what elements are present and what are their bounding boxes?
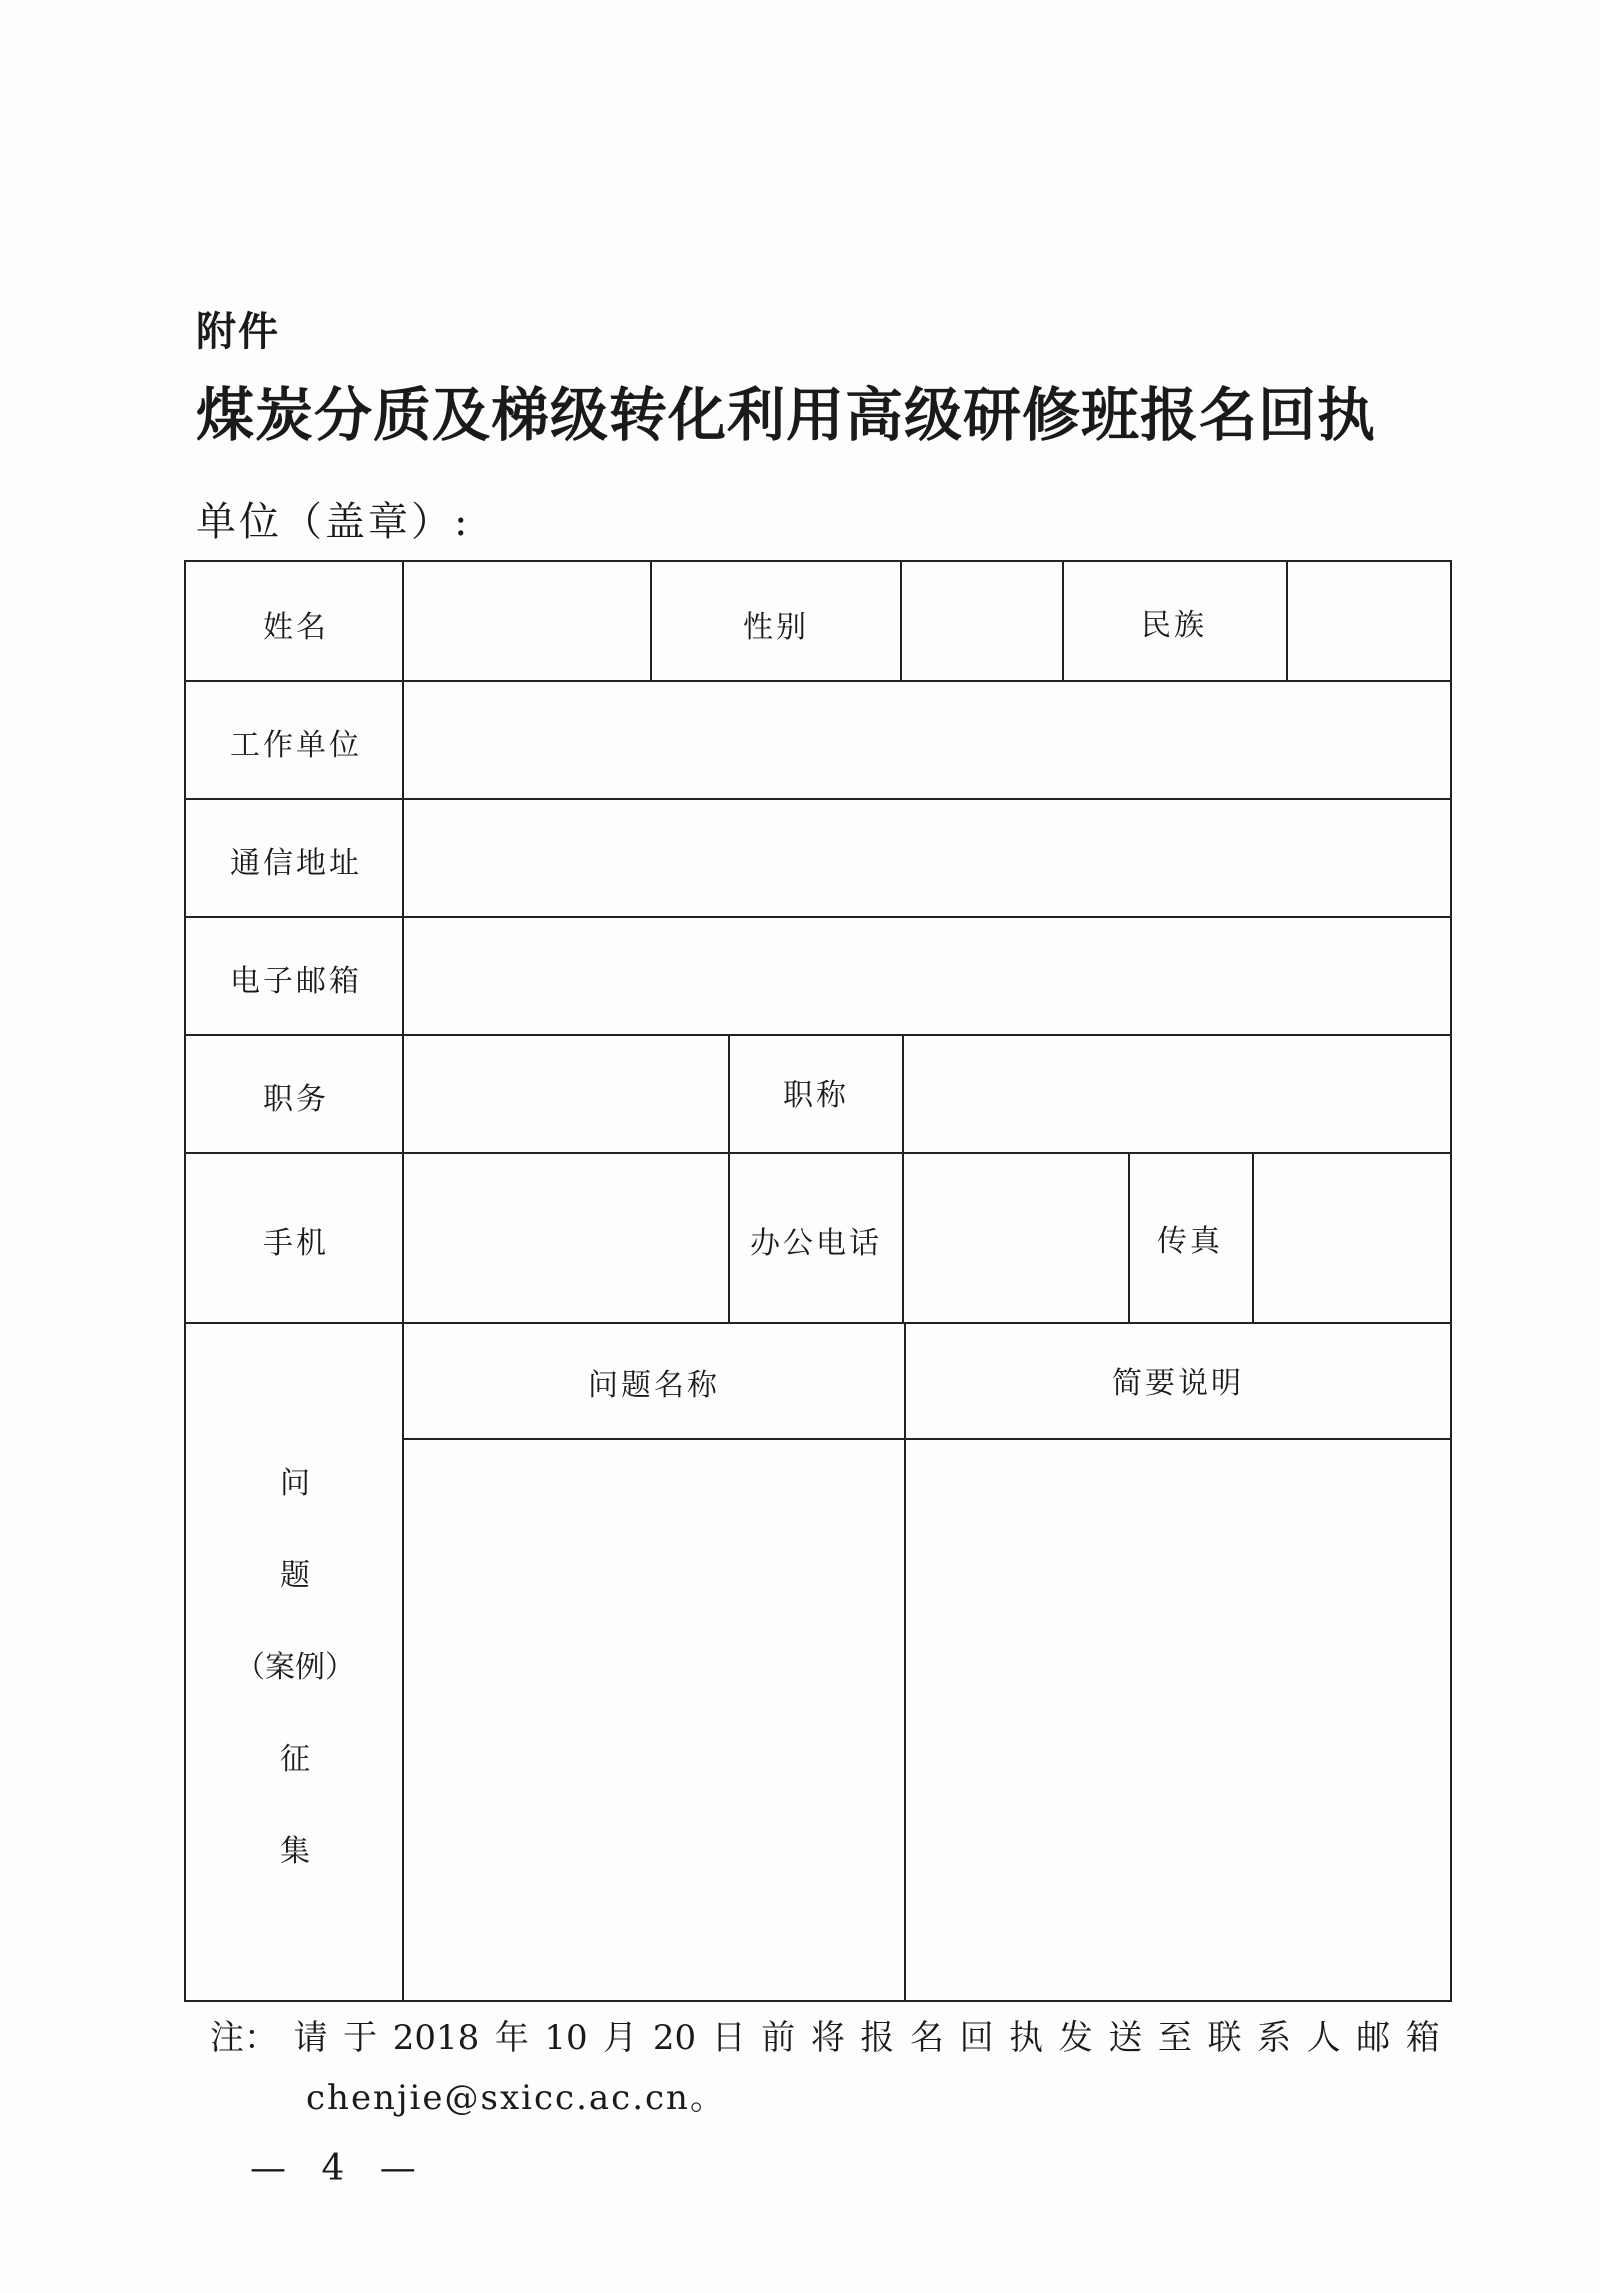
address-label: 通信地址 xyxy=(230,846,362,881)
footnote-word: 邮 xyxy=(1356,2018,1391,2058)
footnote-word: 人 xyxy=(1306,2018,1341,2058)
contact-email: chenjie@sxicc.ac.cn。 xyxy=(306,2078,726,2118)
column-divider xyxy=(900,562,902,680)
attachment-label: 附件 xyxy=(196,309,280,355)
page-number: — 4 — xyxy=(250,2148,428,2189)
footnote-word: 月 xyxy=(603,2018,638,2058)
footnote-word: 日 xyxy=(711,2018,746,2058)
name-label: 姓名 xyxy=(263,610,329,645)
column-divider xyxy=(904,1322,906,2000)
footnote-line-1 xyxy=(210,2008,1440,2068)
mobile-label: 手机 xyxy=(263,1226,329,1261)
footnote-word: 回 xyxy=(959,2018,994,2058)
footnote-word: 10 xyxy=(544,2018,588,2058)
column-divider xyxy=(1286,562,1288,680)
footnote-word: 报 xyxy=(860,2018,895,2058)
footnote-word: 请 xyxy=(293,2018,328,2058)
gender-label: 性别 xyxy=(743,610,809,645)
footnote-word: 20 xyxy=(652,2018,697,2058)
column-divider xyxy=(728,1034,730,1152)
column-divider xyxy=(902,1034,904,1152)
office-phone-label: 办公电话 xyxy=(750,1226,882,1261)
row-divider xyxy=(186,1034,1450,1036)
footnote-word: 名 xyxy=(910,2018,944,2058)
side-label-char: 题 xyxy=(280,1558,310,1593)
question-name-header: 问题名称 xyxy=(588,1368,720,1403)
brief-description-header: 简要说明 xyxy=(1112,1366,1244,1401)
column-divider xyxy=(902,1152,904,1322)
footnote-word: 2018 xyxy=(392,2018,480,2058)
unit-stamp-label: 单位（盖章）: xyxy=(196,499,471,545)
professional-title-label: 职称 xyxy=(783,1078,849,1113)
column-divider xyxy=(650,562,652,680)
row-divider xyxy=(186,1152,1450,1154)
footnote-word: 至 xyxy=(1157,2018,1192,2058)
footnote-word: 将 xyxy=(810,2018,845,2058)
row-divider xyxy=(186,1322,1450,1324)
column-divider xyxy=(1252,1152,1254,1322)
footnote xyxy=(210,2008,1450,2128)
row-divider xyxy=(186,680,1450,682)
workplace-label: 工作单位 xyxy=(230,728,362,763)
position-label: 职务 xyxy=(263,1082,329,1117)
footnote-word: 系 xyxy=(1257,2018,1292,2058)
registration-form-table xyxy=(184,560,1452,2002)
footnote-word: 执 xyxy=(1009,2018,1044,2058)
side-label-char: 集 xyxy=(280,1834,310,1869)
footnote-word: 年 xyxy=(494,2018,529,2058)
side-label-char: 征 xyxy=(280,1742,310,1777)
footnote-prefix: 注： xyxy=(210,2018,278,2058)
column-divider xyxy=(728,1152,730,1322)
footnote-word: 于 xyxy=(343,2018,378,2058)
footnote-word: 联 xyxy=(1207,2018,1242,2058)
row-divider xyxy=(186,916,1450,918)
footnote-word: 送 xyxy=(1108,2018,1143,2058)
side-label-char: （案例） xyxy=(235,1650,355,1685)
column-divider xyxy=(402,562,404,2000)
document-title: 煤炭分质及梯级转化利用高级研修班报名回执 xyxy=(196,381,1377,449)
column-divider xyxy=(1062,562,1064,680)
column-divider xyxy=(1128,1152,1130,1322)
row-divider xyxy=(404,1438,1450,1440)
footnote-word: 发 xyxy=(1058,2018,1093,2058)
email-label: 电子邮箱 xyxy=(230,964,362,999)
footnote-word: 前 xyxy=(761,2018,796,2058)
row-divider xyxy=(186,798,1450,800)
fax-label: 传真 xyxy=(1157,1224,1223,1259)
footnote-word: 箱 xyxy=(1405,2018,1440,2058)
side-label-char: 问 xyxy=(280,1466,310,1501)
ethnicity-label: 民族 xyxy=(1141,608,1207,643)
